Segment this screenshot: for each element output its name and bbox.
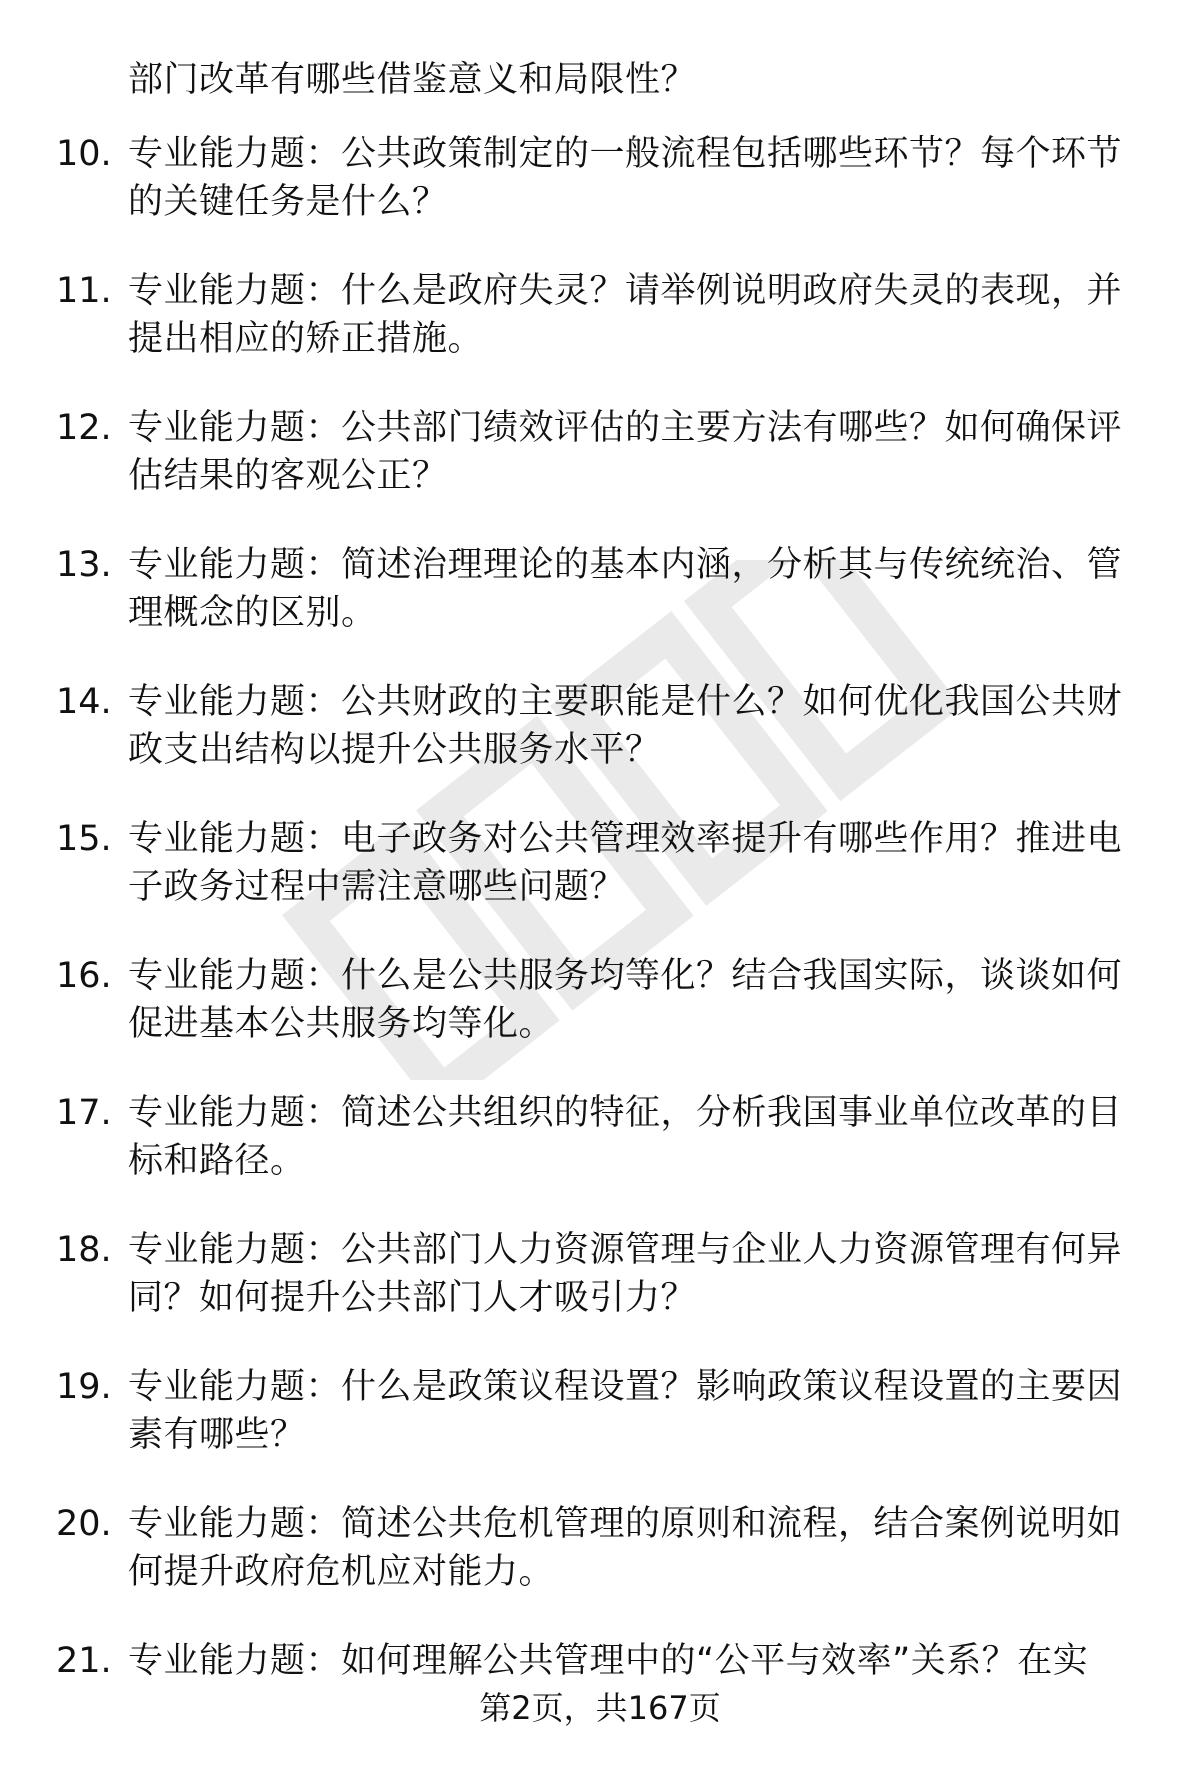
question-number: 18. <box>56 1230 112 1270</box>
question-text: 专业能力题：简述公共组织的特征，分析我国事业单位改革的目标和路径。 <box>128 1093 1123 1181</box>
question-text: 专业能力题：公共部门绩效评估的主要方法有哪些？如何确保评估结果的客观公正？ <box>128 408 1123 496</box>
question-text: 专业能力题：电子政务对公共管理效率提升有哪些作用？推进电子政务过程中需注意哪些问题？ <box>128 819 1123 907</box>
question-item <box>0 541 1200 678</box>
question-item <box>0 1226 1200 1363</box>
question-item <box>0 1363 1200 1500</box>
question-number: 11. <box>56 271 112 311</box>
question-text: 专业能力题：简述公共危机管理的原则和流程，结合案例说明如何提升政府危机应对能力。 <box>128 1504 1123 1592</box>
question-text: 专业能力题：公共部门人力资源管理与企业人力资源管理有何异同？如何提升公共部门人才吸引力？ <box>128 1230 1123 1318</box>
question-item <box>0 678 1200 815</box>
question-number: 14. <box>56 682 112 722</box>
question-item <box>0 952 1200 1089</box>
question-text: 专业能力题：公共政策制定的一般流程包括哪些环节？每个环节的关键任务是什么？ <box>128 134 1123 222</box>
question-text: 专业能力题：公共财政的主要职能是什么？如何优化我国公共财政支出结构以提升公共服务水平？ <box>128 682 1123 770</box>
question-item <box>0 1089 1200 1226</box>
question-item <box>0 1500 1200 1637</box>
question-continuation: 部门改革有哪些借鉴意义和局限性？ <box>128 60 697 100</box>
question-item <box>0 267 1200 404</box>
question-list <box>0 130 1200 1774</box>
question-number: 15. <box>56 819 112 859</box>
question-number: 12. <box>56 408 112 448</box>
question-number: 20. <box>56 1504 112 1544</box>
question-number: 19. <box>56 1367 112 1407</box>
question-item <box>0 130 1200 267</box>
page-footer: 第2页，共167页 <box>479 1689 721 1727</box>
question-item <box>0 404 1200 541</box>
question-text: 专业能力题：如何理解公共管理中的“公平与效率”关系？在实 <box>128 1641 1089 1681</box>
question-item <box>0 815 1200 952</box>
question-text: 专业能力题：简述治理理论的基本内涵，分析其与传统统治、管理概念的区别。 <box>128 545 1123 633</box>
question-text: 专业能力题：什么是公共服务均等化？结合我国实际，谈谈如何促进基本公共服务均等化。 <box>128 956 1123 1044</box>
question-number: 16. <box>56 956 112 996</box>
question-number: 13. <box>56 545 112 585</box>
question-text: 专业能力题：什么是政府失灵？请举例说明政府失灵的表现，并提出相应的矫正措施。 <box>128 271 1123 359</box>
question-number: 10. <box>56 134 112 174</box>
question-number: 17. <box>56 1093 112 1133</box>
question-text: 专业能力题：什么是政策议程设置？影响政策议程设置的主要因素有哪些？ <box>128 1367 1123 1455</box>
question-number: 21. <box>56 1641 112 1681</box>
